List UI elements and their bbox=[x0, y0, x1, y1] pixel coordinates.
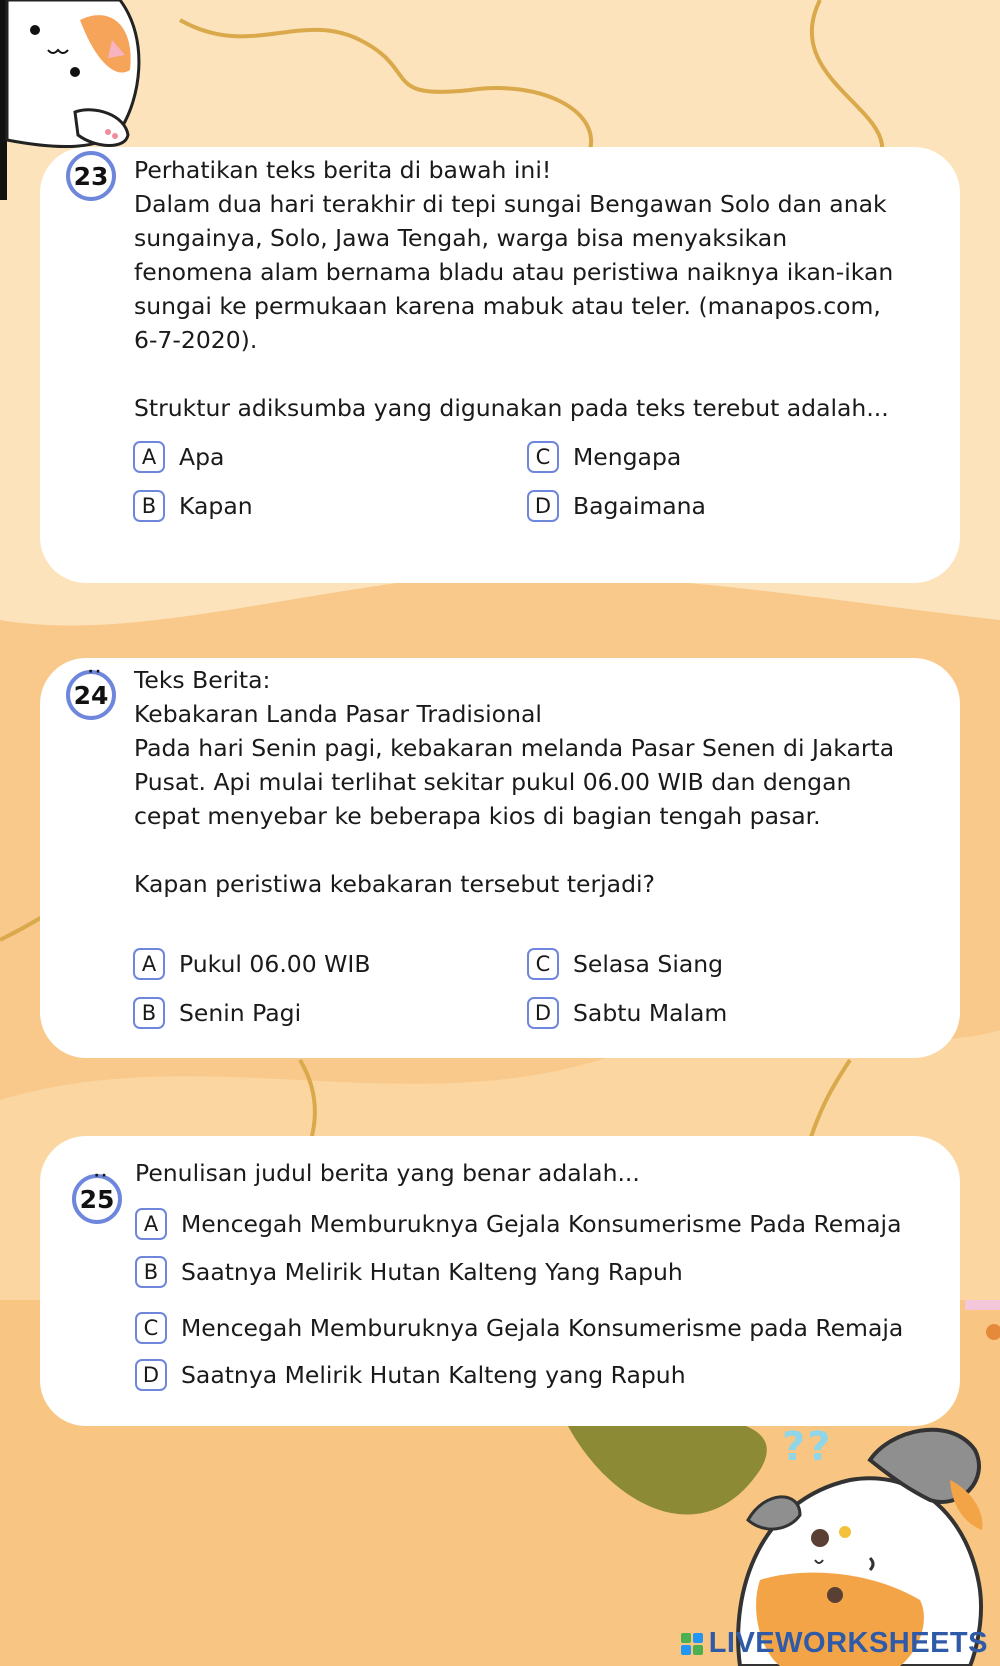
option-letter: B bbox=[133, 490, 165, 522]
question-text: Penulisan judul berita yang benar adalah... bbox=[135, 1159, 640, 1187]
option-letter: D bbox=[527, 490, 559, 522]
question-card-25 bbox=[40, 1136, 960, 1426]
option-d[interactable] bbox=[135, 1357, 686, 1393]
option-a[interactable] bbox=[135, 1206, 901, 1242]
logo-mark-icon bbox=[681, 1633, 703, 1655]
option-text: Mengapa bbox=[573, 443, 682, 471]
option-c[interactable] bbox=[135, 1310, 903, 1346]
option-text: Apa bbox=[179, 443, 225, 471]
option-c[interactable] bbox=[527, 439, 681, 475]
option-text: Senin Pagi bbox=[179, 999, 302, 1027]
option-letter: B bbox=[135, 1256, 167, 1288]
option-text: Selasa Siang bbox=[573, 950, 724, 978]
option-b[interactable] bbox=[135, 1254, 683, 1290]
option-text: Kapan bbox=[179, 492, 253, 520]
option-text: Mencegah Memburuknya Gejala Konsumerisme pada Remaja bbox=[181, 1314, 904, 1342]
option-letter: A bbox=[135, 1208, 167, 1240]
question-number-badge: ·· 25 bbox=[72, 1174, 122, 1224]
option-letter: A bbox=[133, 441, 165, 473]
option-text: Bagaimana bbox=[573, 492, 706, 520]
option-letter: B bbox=[133, 997, 165, 1029]
option-b[interactable] bbox=[133, 995, 301, 1031]
option-a[interactable] bbox=[133, 946, 370, 982]
logo-text: LIVEWORKSHEETS bbox=[708, 1627, 988, 1659]
option-letter: D bbox=[527, 997, 559, 1029]
option-letter: D bbox=[135, 1359, 167, 1391]
question-marks-decoration: ?? bbox=[782, 1424, 833, 1470]
option-a[interactable] bbox=[133, 439, 224, 475]
option-b[interactable] bbox=[133, 488, 253, 524]
option-c[interactable] bbox=[527, 946, 723, 982]
liveworksheets-logo[interactable] bbox=[681, 1627, 988, 1660]
option-letter: C bbox=[135, 1312, 167, 1344]
option-letter: C bbox=[527, 948, 559, 980]
option-text: Pukul 06.00 WIB bbox=[179, 950, 371, 978]
option-text: Sabtu Malam bbox=[573, 999, 728, 1027]
option-d[interactable] bbox=[527, 488, 706, 524]
question-card-24 bbox=[40, 658, 960, 1058]
question-text: Perhatikan teks berita di bawah ini! Dalam dua hari terakhir di tepi sungai Bengawan Solo dan anak sungainya, Solo, Jawa Tengah, warga bisa menyaksikan fenomena alam bernama bladu atau peristiwa naiknya ikan-ikan sungai ke permukaan karena mabuk atau teler. (manapos.com, 6-7-2020). Struktur adiksumba yang digunakan pada teks terebut adalah... bbox=[134, 156, 894, 422]
option-d[interactable] bbox=[527, 995, 727, 1031]
option-letter: C bbox=[527, 441, 559, 473]
option-text: Saatnya Melirik Hutan Kalteng Yang Rapuh bbox=[181, 1258, 683, 1286]
option-text: Saatnya Melirik Hutan Kalteng yang Rapuh bbox=[181, 1361, 686, 1389]
question-text: Teks Berita: Kebakaran Landa Pasar Tradisional Pada hari Senin pagi, kebakaran melanda Pasar Senen di Jakarta Pusat. Api mulai terlihat sekitar pukul 06.00 WIB dan dengan cepat menyebar ke beberapa kios di bagian tengah pasar. Kapan peristiwa kebakaran tersebut terjadi? bbox=[134, 666, 895, 898]
option-text: Mencegah Memburuknya Gejala Konsumerisme Pada Remaja bbox=[181, 1210, 902, 1238]
option-letter: A bbox=[133, 948, 165, 980]
question-number-badge: ·· 24 bbox=[66, 670, 116, 720]
question-card-23 bbox=[40, 147, 960, 583]
question-number-badge: 23 bbox=[66, 151, 116, 201]
